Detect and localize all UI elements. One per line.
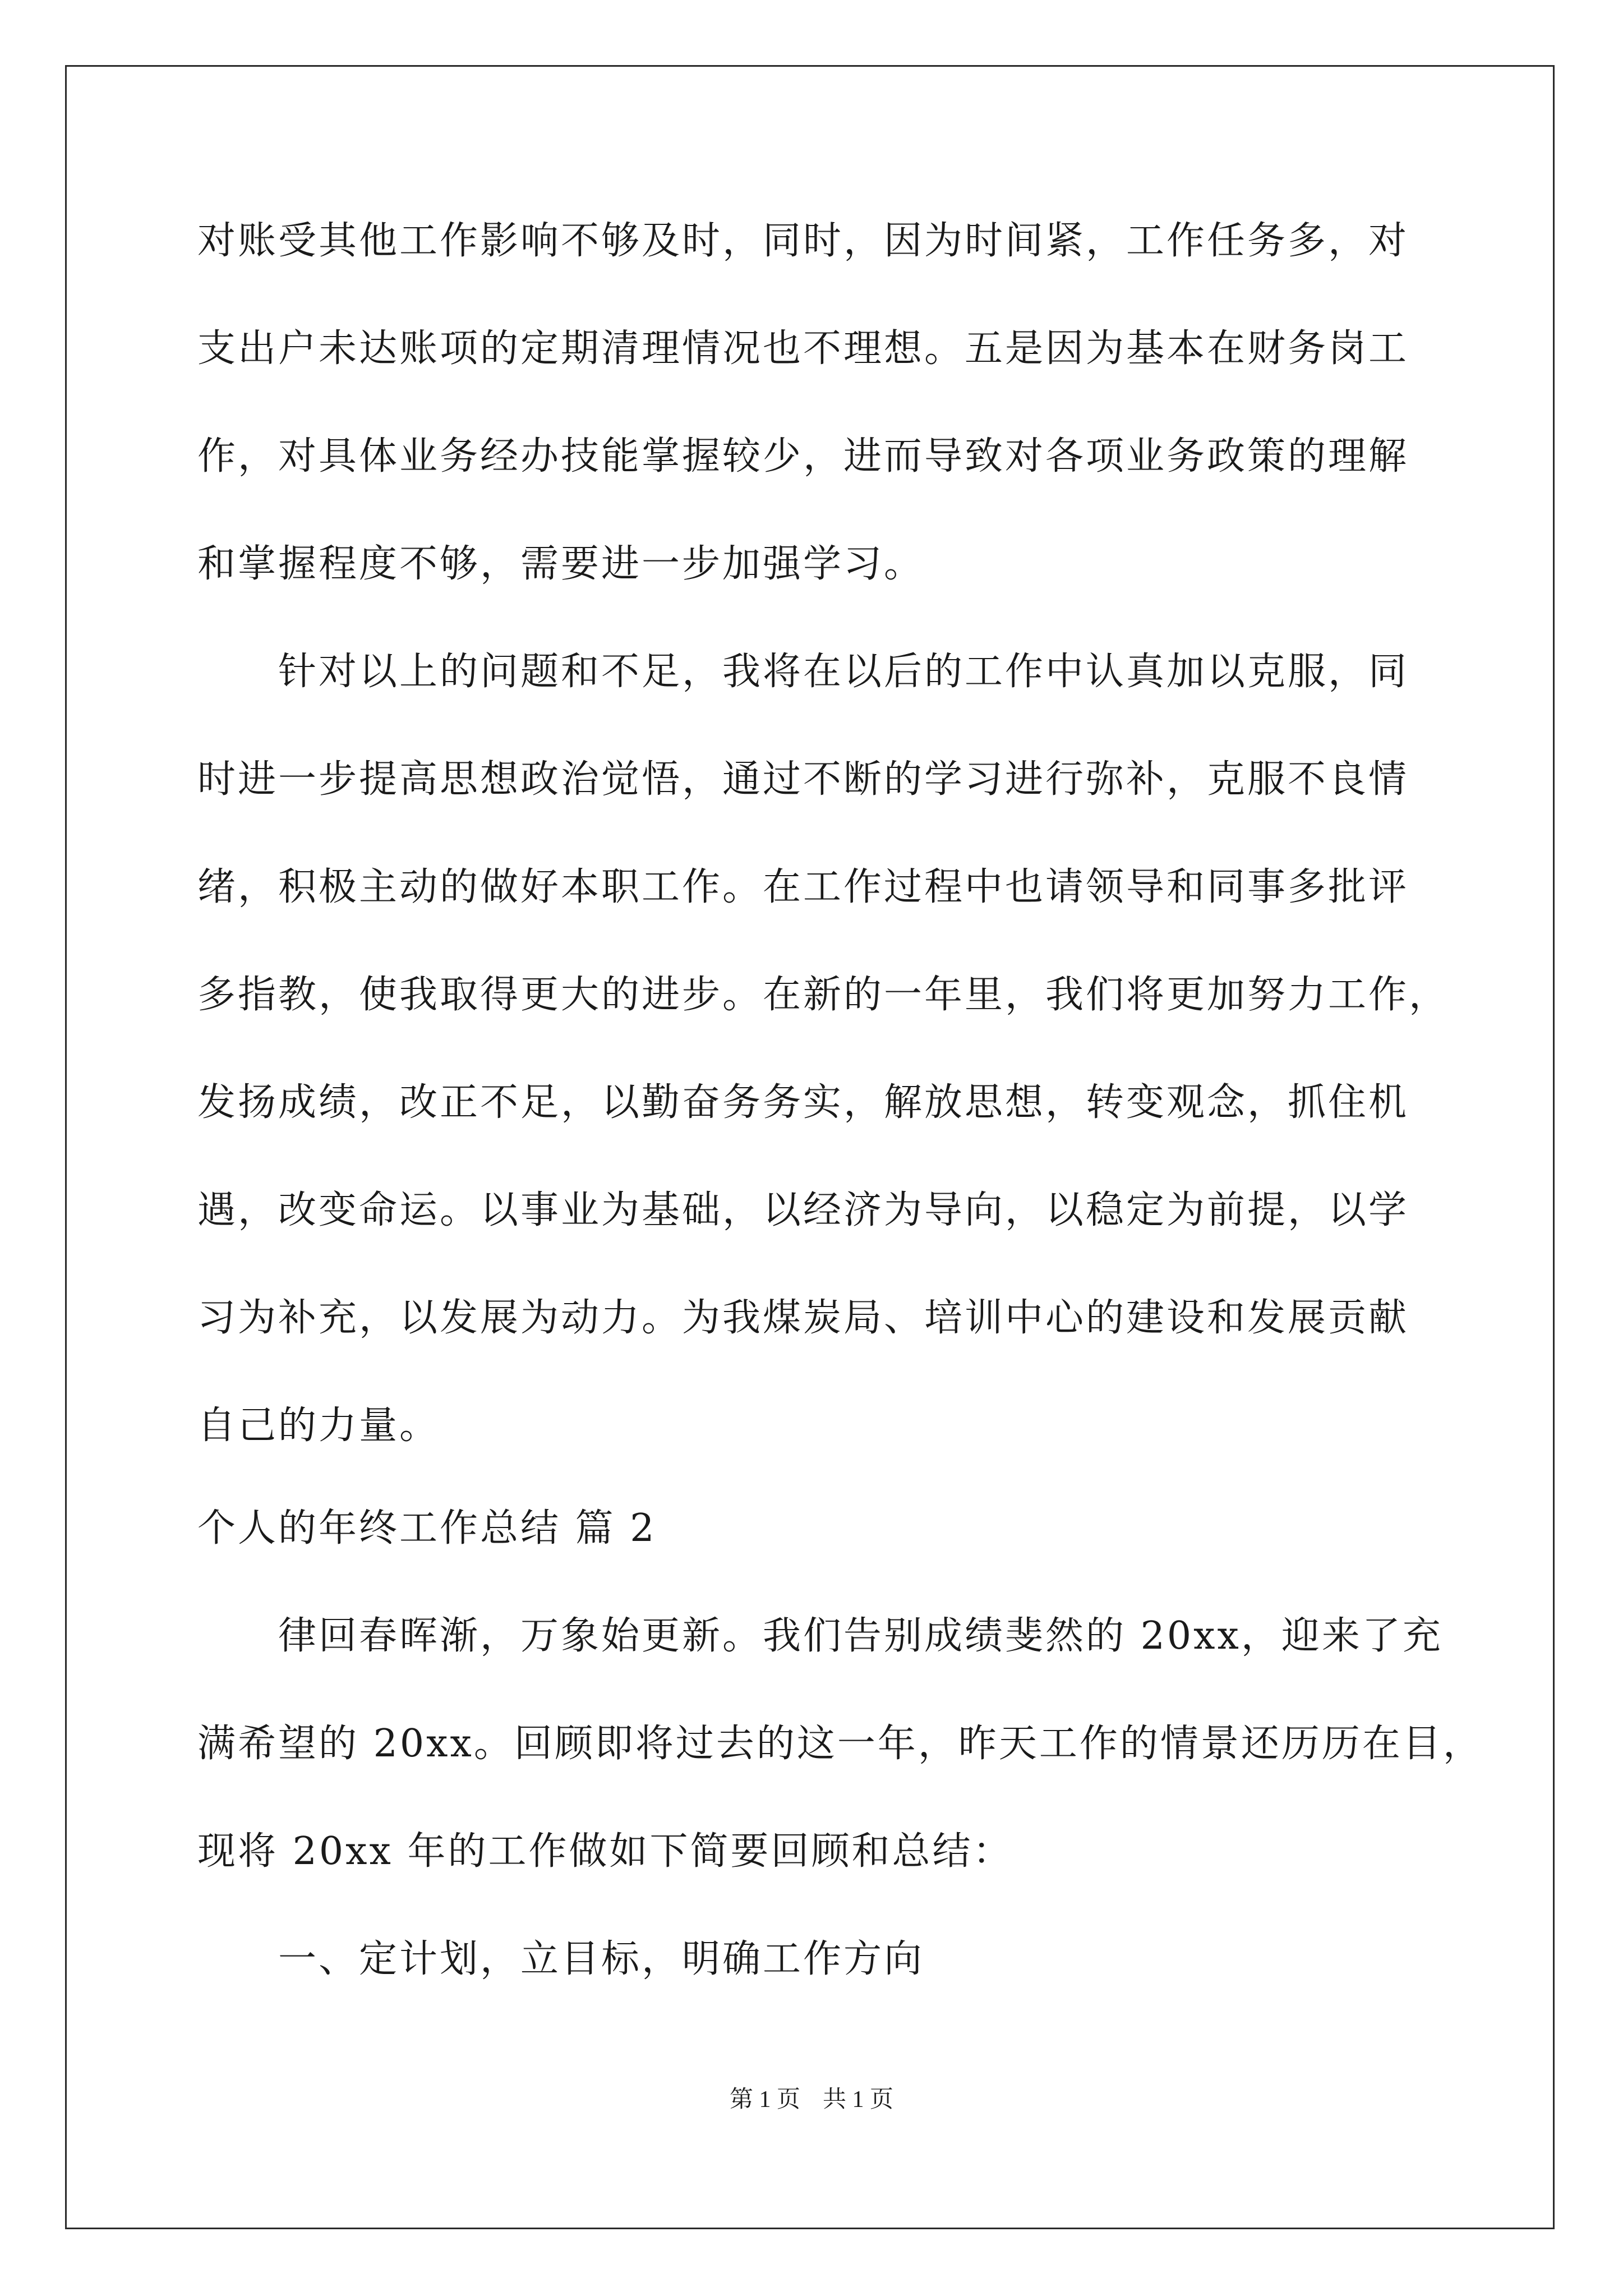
text-line: 作，对具体业务经办技能掌握较少，进而导致对各项业务政策的理解 [197, 434, 1409, 478]
text-line: 多指教，使我取得更大的进步。在新的一年里，我们将更加努力工作， [197, 973, 1450, 1017]
section-heading: 个人的年终工作总结 篇 2 [197, 1506, 657, 1550]
text-line: 时进一步提高思想政治觉悟，通过不断的学习进行弥补，克服不良情 [197, 757, 1409, 802]
text-line: 满希望的 20xx。回顾即将过去的这一年，昨天工作的情景还历历在目， [197, 1722, 1483, 1766]
page-number-current: 第 1 页 [729, 2087, 800, 2113]
text-line: 支出户未达账项的定期清理情况也不理想。五是因为基本在财务岗工 [197, 326, 1409, 371]
text-line: 和掌握程度不够，需要进一步加强学习。 [197, 542, 925, 586]
page-border [65, 65, 1555, 2229]
text-line: 遇，改变命运。以事业为基础，以经济为导向，以稳定为前提，以学 [197, 1188, 1409, 1232]
text-line: 发扬成绩，改正不足，以勤奋务务实，解放思想，转变观念，抓住机 [197, 1080, 1409, 1125]
text-line: 自己的力量。 [197, 1404, 440, 1448]
page-footer [0, 2086, 1623, 2114]
text-line: 一、定计划，立目标，明确工作方向 [197, 1937, 925, 1981]
text-line: 现将 20xx 年的工作做如下简要回顾和总结： [197, 1829, 1013, 1874]
text-line: 对账受其他工作影响不够及时，同时，因为时间紧，工作任务多，对 [197, 219, 1409, 263]
text-line: 律回春晖渐，万象始更新。我们告别成绩斐然的 20xx，迎来了充 [197, 1614, 1443, 1658]
text-line: 绪，积极主动的做好本职工作。在工作过程中也请领导和同事多批评 [197, 865, 1409, 909]
text-line: 习为补充，以发展为动力。为我煤炭局、培训中心的建设和发展贡献 [197, 1296, 1409, 1340]
page-number-total: 共 1 页 [823, 2087, 894, 2113]
text-line: 针对以上的问题和不足，我将在以后的工作中认真加以克服，同 [197, 650, 1409, 694]
